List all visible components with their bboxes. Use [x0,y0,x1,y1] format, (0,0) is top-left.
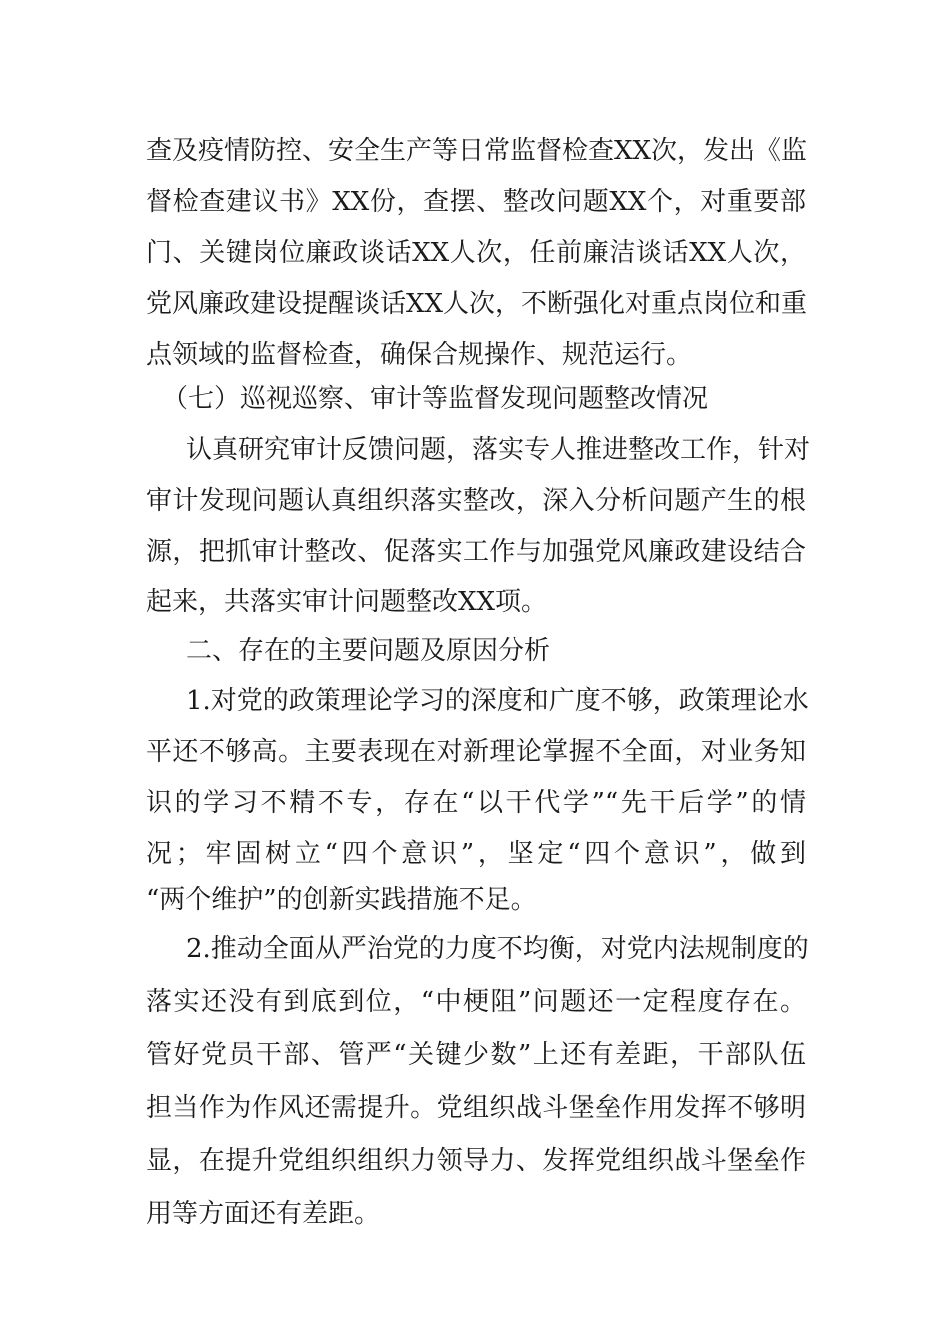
body-text-line: 平还不够高。主要表现在对新理论掌握不全面，对业务知 [146,737,806,767]
body-text-line: 况；牢固树立“四个意识”，坚定“四个意识”，做到 [146,839,806,869]
body-text-line: 查及疫情防控、安全生产等日常监督检查XX次，发出《监 [146,136,808,166]
body-text-line: 2.推动全面从严治党的力度不均衡，对党内法规制度的 [186,934,809,964]
body-text-line: 落实还没有到底到位，“中梗阻”问题还一定程度存在。 [146,987,806,1017]
body-text-line: 源，把抓审计整改、促落实工作与加强党风廉政建设结合 [146,537,806,567]
body-text-line: 党风廉政建设提醒谈话XX人次，不断强化对重点岗位和重 [146,289,808,319]
body-text-line: 审计发现问题认真组织落实整改，深入分析问题产生的根 [146,486,806,516]
body-text-line: 点领域的监督检查，确保合规操作、规范运行。 [146,340,693,370]
section-heading: （七）巡视巡察、审计等监督发现问题整改情况 [162,384,709,414]
body-text-line: 起来，共落实审计问题整改XX项。 [146,587,548,617]
body-text-line: 1.对党的政策理论学习的深度和广度不够，政策理论水 [186,686,809,716]
body-text-line: 认真研究审计反馈问题，落实专人推进整改工作，针对 [186,435,811,465]
body-text-line: 管好党员干部、管严“关键少数”上还有差距，干部队伍 [146,1040,806,1070]
section-heading: 二、存在的主要问题及原因分析 [186,636,551,666]
body-text-line: 督检查建议书》XX份，查摆、整改问题XX个，对重要部 [146,187,806,217]
body-text-line: “两个维护”的创新实践措施不足。 [146,885,537,915]
body-text-line: 显，在提升党组织组织力领导力、发挥党组织战斗堡垒作 [146,1146,806,1176]
body-text-line: 担当作为作风还需提升。党组织战斗堡垒作用发挥不够明 [146,1093,806,1123]
body-text-line: 识的学习不精不专，存在“以干代学”“先干后学”的情 [146,788,806,818]
body-text-line: 用等方面还有差距。 [146,1199,381,1229]
body-text-line: 门、关键岗位廉政谈话XX人次，任前廉洁谈话XX人次， [146,238,806,268]
